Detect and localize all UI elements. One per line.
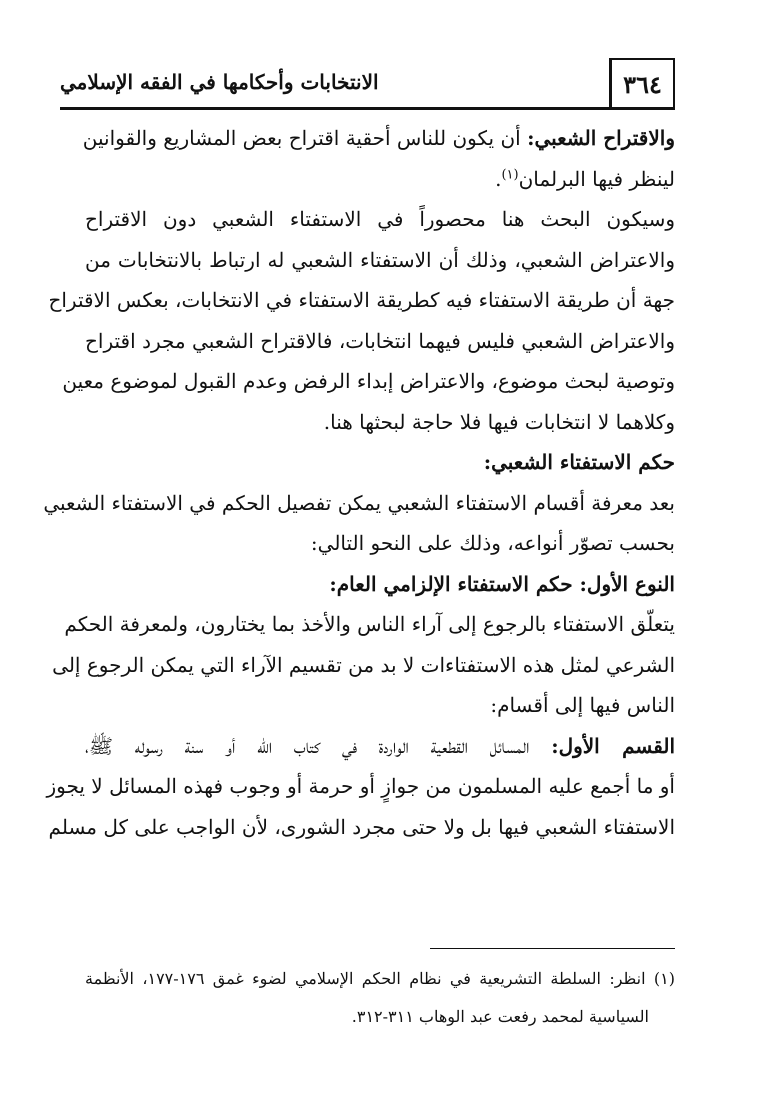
paragraph-5-line-3: الاستفتاء الشعبي فيها بل ولا حتى مجرد الشورى، لأن الواجب على كل مسلم — [48, 814, 675, 839]
paragraph-2-line-2: والاعتراض الشعبي، وذلك أن الاستفتاء الشعبي له ارتباط بالانتخابات من — [85, 247, 675, 272]
paragraph-1-line-2-text: لينظر فيها البرلمان — [518, 166, 675, 191]
footnote-1-line-2: السياسية لمحمد رفعت عبد الوهاب ٣١١-٣١٢. — [351, 1007, 649, 1026]
paragraph-4-line-1: يتعلّق الاستفتاء بالرجوع إلى آراء الناس والأخذ بما يختارون، ولمعرفة الحكم — [64, 612, 675, 636]
term-first-section: القسم الأول: — [551, 733, 676, 758]
footnote-ref-1: (١) — [501, 166, 519, 182]
paragraph-5-line-1 — [85, 726, 675, 767]
section-heading-referendum-ruling: حكم الاستفتاء الشعبي: — [483, 450, 675, 474]
paragraph-2-line-4: والاعتراض الشعبي فليس فيهما انتخابات، فالاقتراح الشعبي مجرد اقتراح — [85, 328, 675, 353]
paragraph-1-line-1 — [82, 118, 675, 159]
page-header — [60, 56, 675, 110]
paragraph-5-line-1-text: المسائل القطعية الواردة في كتاب الله أو سنة رسوله ﷺ، — [85, 733, 530, 758]
paragraph-2-line-3: جهة أن طريقة الاستفتاء فيه كطريقة الاستفتاء في الانتخابات، بعكس الاقتراح — [48, 288, 675, 312]
paragraph-1-line-2 — [85, 159, 675, 200]
paragraph-4-line-2: الشرعي لمثل هذه الاستفتاءات لا بد من تقسيم الآراء التي يمكن الرجوع إلى — [52, 652, 675, 677]
paragraph-2-line-1: وسيكون البحث هنا محصوراً في الاستفتاء الشعبي دون الاقتراح — [85, 207, 675, 231]
footnote-divider — [430, 948, 675, 949]
paragraph-2-line-6: وكلاهما لا انتخابات فيها فلا حاجة لبحثها هنا. — [323, 409, 675, 434]
paragraph-1-line-1-text: أن يكون للناس أحقية اقتراح بعض المشاريع والقوانين — [82, 126, 521, 150]
body-text — [43, 118, 676, 847]
section-heading-type-one: النوع الأول: حكم الاستفتاء الإلزامي العام: — [329, 571, 675, 596]
term-popular-proposal: والاقتراح الشعبي: — [527, 126, 675, 150]
paragraph-3-line-2: بحسب تصوّر أنواعه، وذلك على النحو التالي: — [310, 531, 675, 555]
paragraph-1-line-2-end: . — [495, 166, 502, 191]
page-number: ٣٦٤ — [609, 58, 675, 108]
running-title: الانتخابات وأحكامها في الفقه الإسلامي — [60, 70, 379, 94]
footnotes — [85, 960, 675, 1036]
paragraph-2-line-5: وتوصية لبحث موضوع، والاعتراض إبداء الرفض وعدم القبول لموضوع معين — [62, 369, 675, 393]
footnote-1-line-1: (١) انظر: السلطة التشريعية في نظام الحكم الإسلامي لضوء غمق ١٧٦-١٧٧، الأنظمة — [85, 969, 675, 988]
paragraph-3-line-1: بعد معرفة أقسام الاستفتاء الشعبي يمكن تفصيل الحكم في الاستفتاء الشعبي — [43, 490, 675, 515]
paragraph-4-line-3: الناس فيها إلى أقسام: — [490, 693, 675, 717]
paragraph-5-line-2: أو ما أجمع عليه المسلمون من جوازٍ أو حرمة أو وجوب فهذه المسائل لا يجوز — [46, 774, 675, 798]
